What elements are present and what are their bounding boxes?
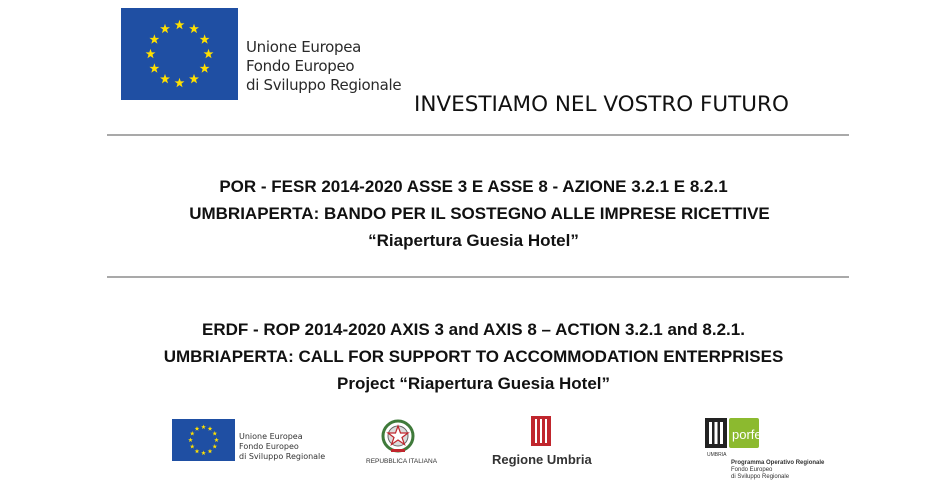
italian-line-1: POR - FESR 2014-2020 ASSE 3 E ASSE 8 - AZIONE 3.2.1 E 8.2.1 (219, 177, 728, 196)
italian-project-block (0, 173, 947, 254)
porfesr-sub-line: Fondo Europeo (731, 467, 773, 473)
english-line-2: UMBRIAPERTA: CALL FOR SUPPORT TO ACCOMMODATION ENTERPRISES (163, 347, 784, 366)
porfesr-subtitle (731, 460, 824, 481)
porfesr-logo (705, 418, 815, 458)
italian-line-2: UMBRIAPERTA: BANDO PER IL SOSTEGNO ALLE IMPRESE RICETTIVE (189, 204, 770, 223)
emblem-caption: REPUBBLICA ITALIANA (366, 458, 438, 465)
italian-line-3: “Riapertura Guesia Hotel” (368, 231, 579, 250)
english-project-block (0, 316, 947, 397)
eu-small-logo-text (239, 432, 325, 462)
tagline: INVESTIAMO NEL VOSTRO FUTURO (414, 92, 789, 117)
porfesr-sub-line: Programma Operativo Regionale (731, 460, 825, 466)
english-line-1: ERDF - ROP 2014-2020 AXIS 3 and AXIS 8 – ACTION 3.2.1 and 8.2.1. (202, 320, 745, 339)
eu-logo-line: Unione Europea (246, 38, 362, 56)
eu-small-line: di Sviluppo Regionale (239, 452, 326, 461)
divider (107, 134, 849, 136)
eu-small-line: Fondo Europeo (239, 442, 299, 451)
english-line-3: Project “Riapertura Guesia Hotel” (336, 374, 611, 393)
porfesr-small-caption: UMBRIA (707, 452, 727, 458)
divider (107, 276, 849, 278)
eu-flag-logo (121, 8, 238, 100)
region-caption: Regione Umbria (492, 452, 592, 467)
eu-logo-text (246, 38, 401, 95)
eu-small-line: Unione Europea (239, 432, 303, 441)
eu-flag-small-logo (172, 419, 235, 461)
eu-logo-line: Fondo Europeo (246, 57, 355, 75)
umbria-region-icon (530, 416, 552, 446)
porfesr-text: porfesr (732, 427, 773, 442)
eu-logo-line: di Sviluppo Regionale (246, 76, 402, 94)
italian-republic-emblem-icon (379, 416, 417, 454)
porfesr-sub-line: di Sviluppo Regionale (731, 474, 790, 480)
